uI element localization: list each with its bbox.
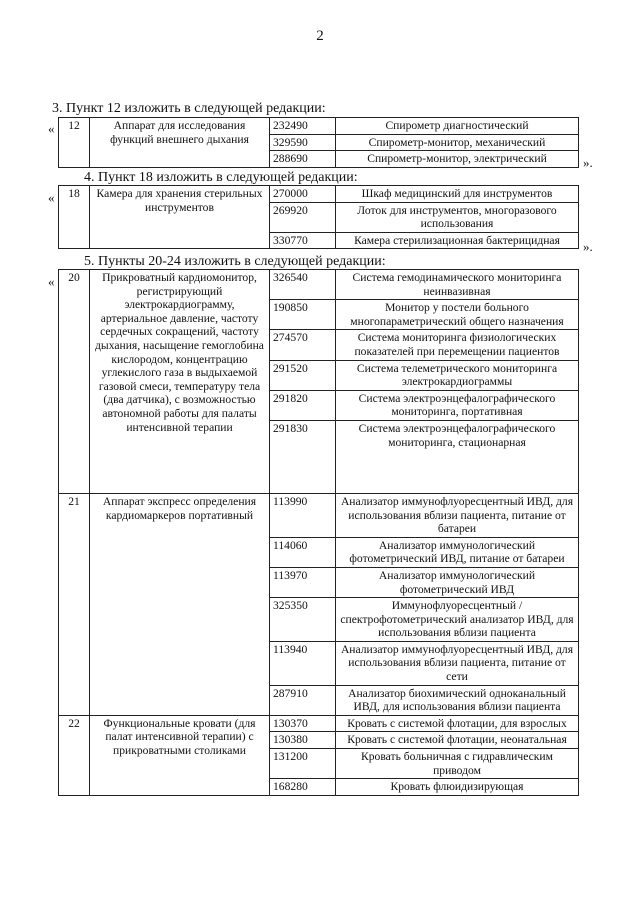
- item-number: 20: [59, 270, 90, 494]
- item-name: Кровать флюидизирующая: [336, 779, 579, 796]
- item-code: 113940: [270, 641, 336, 685]
- item-number: 12: [59, 118, 90, 168]
- item-code: 114060: [270, 537, 336, 567]
- item-name: Анализатор иммунологический фотометрический ИВД: [336, 567, 579, 597]
- item-description: Аппарат для исследования функций внешнего дыхания: [90, 118, 270, 168]
- quote-open: «: [48, 274, 55, 289]
- item-code: 113990: [270, 493, 336, 537]
- section-heading: 5. Пункты 20-24 изложить в следующей редакции:: [84, 254, 386, 269]
- item-code: 130380: [270, 732, 336, 749]
- item-code: 330770: [270, 232, 336, 249]
- item-code: 287910: [270, 685, 336, 715]
- item-code: 329590: [270, 134, 336, 151]
- table-row: [59, 118, 579, 135]
- item-number: 22: [59, 715, 90, 795]
- item-description: Функциональные кровати (для палат интенсивной терапии) с прикроватными столиками: [90, 715, 270, 795]
- item-code: 232490: [270, 118, 336, 135]
- item-name: Система электроэнцефалографического мониторинга, стационарная: [336, 420, 579, 493]
- item-name: Система мониторинга физиологических показателей при перемещении пациентов: [336, 330, 579, 360]
- quote-close: ».: [583, 239, 593, 254]
- table-row: [59, 493, 579, 537]
- item-name: Камера стерилизационная бактерицидная: [336, 232, 579, 249]
- table-item-18: [58, 185, 579, 249]
- item-name: Монитор у постели больного многопараметрический общего назначения: [336, 300, 579, 330]
- item-name: Анализатор иммунофлуоресцентный ИВД, для использования вблизи пациента, питание от сети: [336, 641, 579, 685]
- item-name: Спирометр-монитор, механический: [336, 134, 579, 151]
- page-number: 2: [316, 28, 324, 44]
- table-row: [59, 270, 579, 300]
- item-code: 291820: [270, 390, 336, 420]
- section-heading: 4. Пункт 18 изложить в следующей редакции:: [84, 170, 358, 185]
- item-description: Аппарат экспресс определения кардиомаркеров портативный: [90, 493, 270, 715]
- item-name: Анализатор биохимический одноканальный ИВД, для использования вблизи пациента: [336, 685, 579, 715]
- item-code: 190850: [270, 300, 336, 330]
- item-code: 168280: [270, 779, 336, 796]
- item-name: Лоток для инструментов, многоразового использования: [336, 202, 579, 232]
- section-heading: 3. Пункт 12 изложить в следующей редакции:: [52, 101, 326, 116]
- item-code: 326540: [270, 270, 336, 300]
- item-number: 21: [59, 493, 90, 715]
- item-code: 131200: [270, 749, 336, 779]
- item-number: 18: [59, 186, 90, 249]
- item-name: Спирометр диагностический: [336, 118, 579, 135]
- item-code: 291520: [270, 360, 336, 390]
- item-name: Шкаф медицинский для инструментов: [336, 186, 579, 203]
- item-name: Анализатор иммунофлуоресцентный ИВД, для использования вблизи пациента, питание от батареи: [336, 493, 579, 537]
- item-name: Кровать больничная с гидравлическим приводом: [336, 749, 579, 779]
- item-name: Система электроэнцефалографического мониторинга, портативная: [336, 390, 579, 420]
- quote-open: «: [48, 190, 55, 205]
- item-code: 288690: [270, 151, 336, 168]
- table-items-20-22: [58, 269, 579, 796]
- item-name: Система гемодинамического мониторинга неинвазивная: [336, 270, 579, 300]
- table-item-12: [58, 117, 579, 168]
- item-name: Анализатор иммунологический фотометрический ИВД, питание от батареи: [336, 537, 579, 567]
- item-description: Прикроватный кардиомонитор, регистрирующий электрокардиограмму, артериальное давление, частоту сердечных сокращений, частоту дыхания, насыщение гемоглобина кислородом, концентрацию углекислого газа в выдыхаемой газовой смеси, температуру тела (два датчика), с возможностью автономной работы для палаты интенсивной терапии: [90, 270, 270, 494]
- item-code: 270000: [270, 186, 336, 203]
- item-description: Камера для хранения стерильных инструментов: [90, 186, 270, 249]
- table-row: [59, 186, 579, 203]
- quote-open: «: [48, 121, 55, 136]
- item-code: 325350: [270, 598, 336, 642]
- item-code: 291830: [270, 420, 336, 493]
- item-name: Иммунофлуоресцентный /спектрофотометрический анализатор ИВД, для использования вблизи пациента: [336, 598, 579, 642]
- item-code: 269920: [270, 202, 336, 232]
- item-code: 130370: [270, 715, 336, 732]
- item-name: Кровать с системой флотации, неонатальная: [336, 732, 579, 749]
- item-name: Система телеметрического мониторинга электрокардиограммы: [336, 360, 579, 390]
- table-row: [59, 715, 579, 732]
- item-code: 113970: [270, 567, 336, 597]
- item-name: Спирометр-монитор, электрический: [336, 151, 579, 168]
- quote-close: ».: [583, 155, 593, 170]
- item-name: Кровать с системой флотации, для взрослых: [336, 715, 579, 732]
- item-code: 274570: [270, 330, 336, 360]
